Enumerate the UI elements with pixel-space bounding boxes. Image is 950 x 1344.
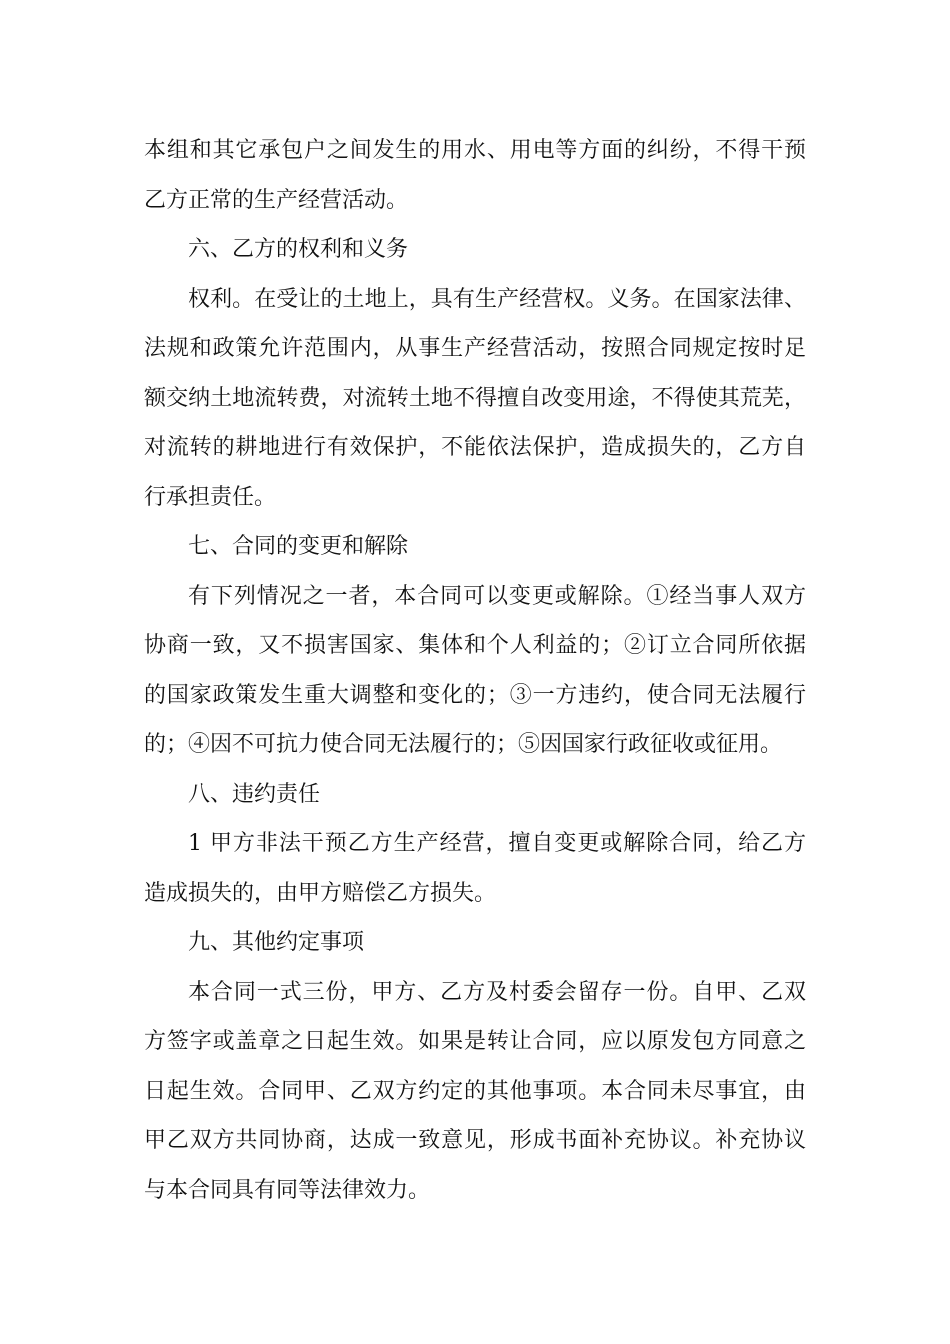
document-body (144, 126, 806, 1215)
section-heading-change-termination: 七、合同的变更和解除 (188, 534, 409, 559)
text-line: 1 甲方非法干预乙方生产经营，擅自变更或解除合同，给乙方 (188, 831, 806, 856)
text-line: 本合同一式三份，甲方、乙方及村委会留存一份。自甲、乙双 (188, 979, 806, 1005)
section-heading-other-matters: 九、其他约定事项 (188, 930, 365, 955)
text-line: 的国家政策发生重大调整和变化的；③一方违约，使合同无法履行 (144, 682, 806, 708)
text-line: 权利。在受让的土地上，具有生产经营权。义务。在国家法律、 (188, 286, 806, 312)
section-heading-rights-obligations: 六、乙方的权利和义务 (188, 237, 409, 262)
text-line: 造成损失的，由甲方赔偿乙方损失。 (144, 880, 497, 906)
text-line: 与本合同具有同等法律效力。 (144, 1177, 431, 1203)
text-line: 日起生效。合同甲、乙双方约定的其他事项。本合同未尽事宜，由 (144, 1078, 806, 1104)
paragraph-rights-obligations (144, 275, 806, 523)
text-line: 额交纳土地流转费，对流转土地不得擅自改变用途，不得使其荒芜， (144, 385, 806, 411)
text-line: 的；④因不可抗力使合同无法履行的；⑤因国家行政征收或征用。 (144, 732, 783, 757)
text-line: 法规和政策允许范围内，从事生产经营活动，按照合同规定按时足 (144, 336, 806, 361)
paragraph-breach-liability (144, 819, 806, 918)
text-line: 方签字或盖章之日起生效。如果是转让合同，应以原发包方同意之 (144, 1029, 806, 1054)
text-line: 行承担责任。 (144, 484, 277, 510)
text-line: 甲乙双方共同协商，达成一致意见，形成书面补充协议。补充协议 (144, 1128, 806, 1153)
paragraph-change-termination (144, 572, 806, 770)
paragraph-other-matters (144, 968, 806, 1216)
paragraph-continuation (144, 126, 806, 225)
text-line: 对流转的耕地进行有效保护，不能依法保护，造成损失的，乙方自 (144, 435, 806, 460)
text-line: 本组和其它承包户之间发生的用水、用电等方面的纠纷，不得干预 (144, 138, 806, 163)
text-line: 协商一致，又不损害国家、集体和个人利益的；②订立合同所依据 (144, 633, 806, 658)
section-heading-breach-liability: 八、违约责任 (188, 781, 321, 807)
text-line: 乙方正常的生产经营活动。 (144, 187, 409, 213)
text-line: 有下列情况之一者，本合同可以变更或解除。①经当事人双方 (188, 583, 806, 609)
